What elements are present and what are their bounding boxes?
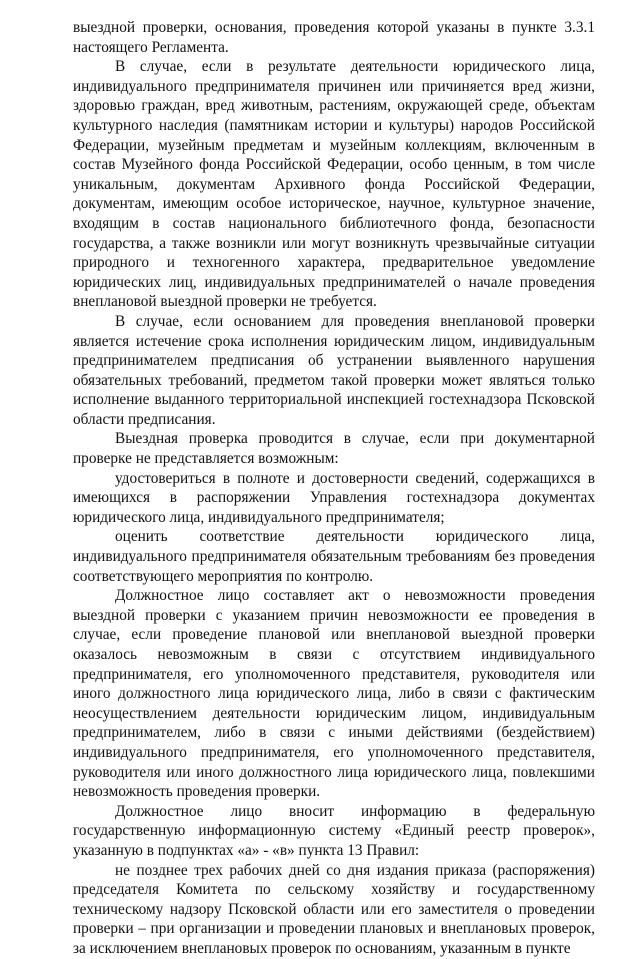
document-body [73,18,595,959]
paragraph-deadline: не позднее трех рабочих дней со дня издания приказа (распоряжения) председателя Комитета по сельскому хозяйству и государственному техническому надзору Псковской области или его заместителя о проведении проверки – при организации и проведении плановых и внеплановых проверок, за исключением внеплановых проверок по основаниям, указанным в пункте [73,861,595,957]
paragraph-register-info: Должностное лицо вносит информацию в федеральную государственную информационную систему «Единый реестр проверок», указанную в подпунктах «а» - «в» пункта 13 Правил: [73,802,595,859]
paragraph-onsite-inspection: Выездная проверка проводится в случае, если при документарной проверке не представляется возможным: [73,430,595,468]
paragraph-verify-completeness: удостовериться в полноте и достоверности сведений, содержащихся в имеющихся в распоряжении Управления гостехнадзора документах юридического лица, индивидуального предпринимателя; [73,469,595,526]
paragraph-continuation: выездной проверки, основания, проведения которой указаны в пункте 3.3.1 настоящего Регламента. [73,19,595,56]
paragraph-impossibility-act: Должностное лицо составляет акт о невозможности проведения выездной проверки с указанием причин невозможности ее проведения в случае, если проведение плановой или внеплановой выездной проверки оказалось невозможным в связи с отсутствием индивидуального предпринимателя, его уполномоченного представителя, руководителя или иного должностного лица юридического лица, либо в связи с фактическим неосуществлением деятельности юридическим лицом, индивидуальным предпринимателем, либо в связи с иными действиями (бездействием) индивидуального предпринимателя, его уполномоченного представителя, руководителя или иного должностного лица юридического лица, повлекшими невозможность проведения проверки. [73,587,595,801]
paragraph-assess-compliance: оценить соответствие деятельности юридического лица, индивидуального предпринимателя обязательным требованиям без проведения соответствующего мероприятия по контролю. [73,528,595,585]
paragraph-harm-case: В случае, если в результате деятельности юридического лица, индивидуального предпринимателя причинен или причиняется вред жизни, здоровью граждан, вред животным, растениям, окружающей среде, объектам культурного наследия (памятникам истории и культуры) народов Российской Федерации, музейным предметам и музейным коллекциям, включенным в состав Музейного фонда Российской Федерации, особо ценным, в том числе уникальным, документам Архивного фонда Российской Федерации, документам, имеющим особое историческое, научное, культурное значение, входящим в состав национального библиотечного фонда, безопасности государства, а также возникли или могут возникнуть чрезвычайные ситуации природного и техногенного характера, предварительное уведомление юридических лиц, индивидуальных предпринимателей о начале проведения внеплановой выездной проверки не требуется. [73,58,595,311]
paragraph-prescription-case: В случае, если основанием для проведения внеплановой проверки является истечение срока исполнения юридическим лицом, индивидуальным предпринимателем предписания об устранении выявленного нарушения обязательных требований, предметом такой проверки может являться только исполнение выданного территориальной инспекцией гостехнадзора Псковской области предписания. [73,312,595,428]
